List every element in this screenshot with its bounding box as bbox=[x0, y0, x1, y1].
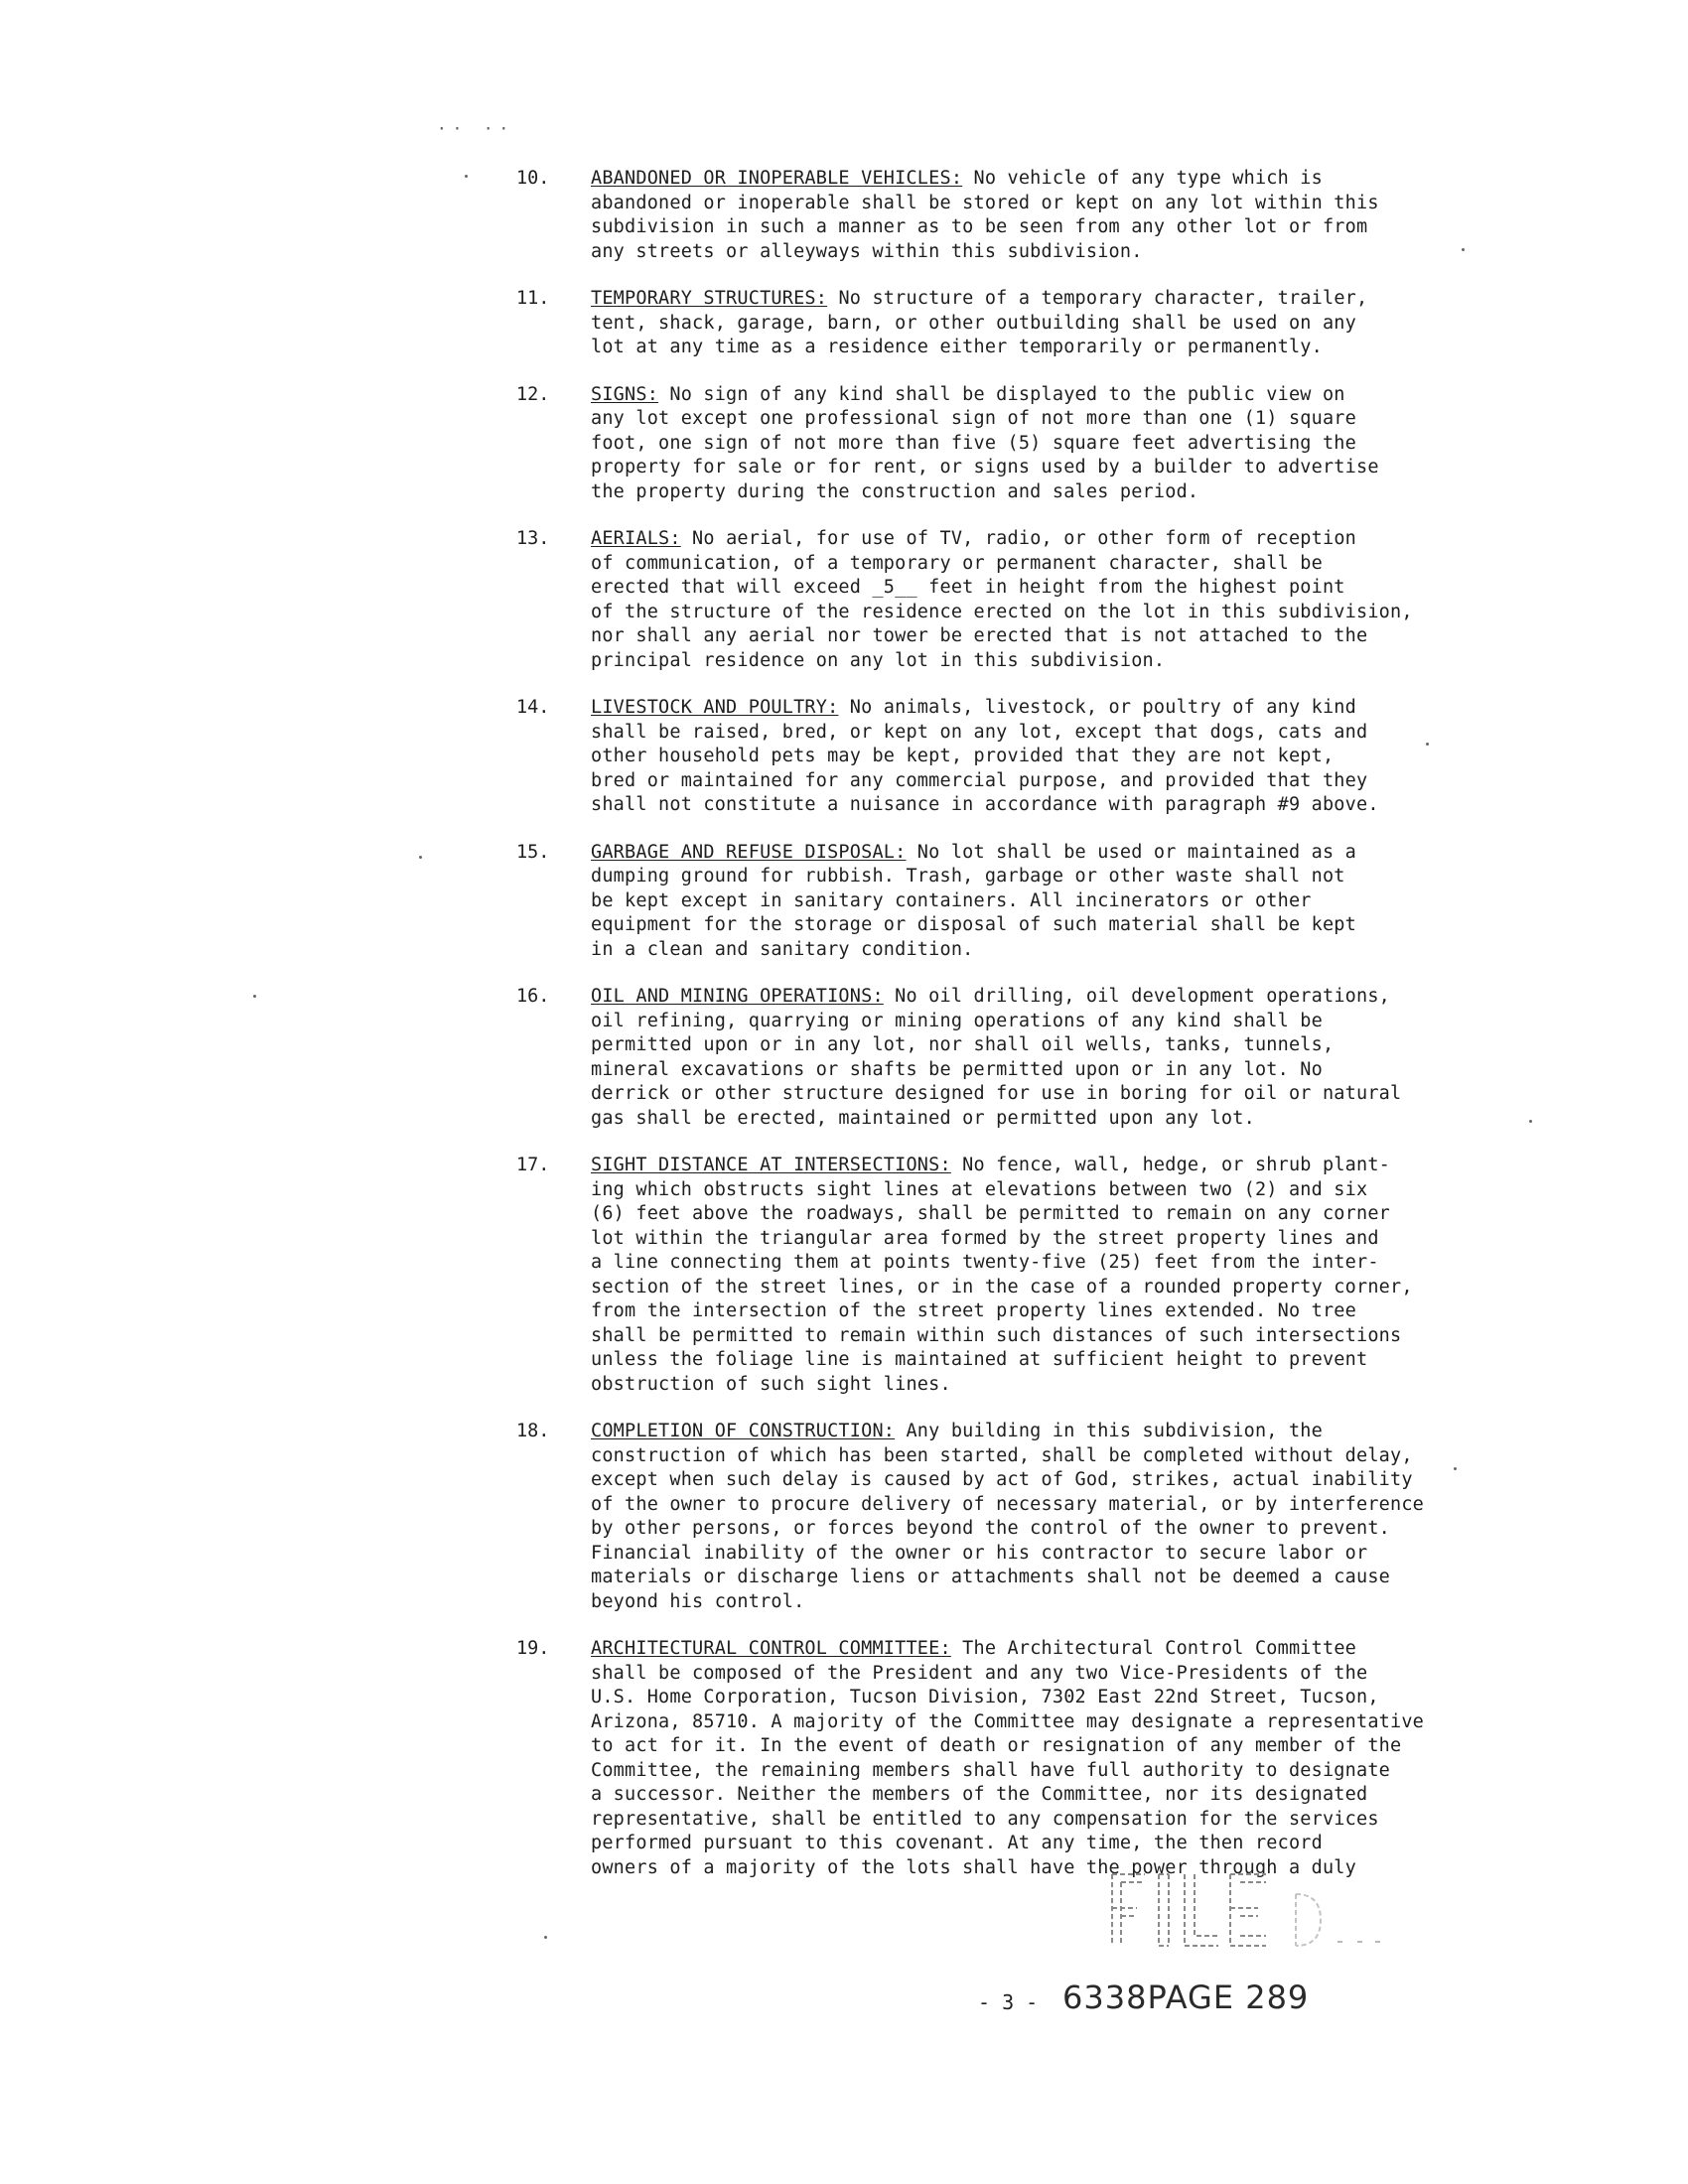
clause-heading: GARBAGE AND REFUSE DISPOSAL: bbox=[591, 841, 907, 863]
scan-speck bbox=[253, 995, 256, 998]
scan-speck bbox=[1529, 1120, 1532, 1123]
clause-text: The Architectural Control Committee shall be composed of the President and any two Vice-Presidents of the U.S. Home Corporation, Tucson Division, 7302 East 22nd Street, Tucson, Arizona, 85710. A majority of the Committee may designate a representative to act for it. In the event of death or resignation of any member of the Committee, the remaining members shall have full authority to designate a successor. Neither the members of the Committee, nor its designated representative, shall be entitled to any compensation for the services performed pursuant to this covenant. At any time, the then record owners of a majority of the lots shall have the power through a duly bbox=[591, 1638, 1425, 1878]
scan-speck bbox=[544, 1936, 547, 1939]
scan-speck bbox=[419, 856, 422, 859]
clause-text: No aerial, for use of TV, radio, or other form of reception of communication, of a temporary or permanent character, shall be erected that will exceed _5__ feet in height from the highest point of the structure of the residence erected on the lot in this subdivision, nor shall any aerial nor tower be erected that is not attached to the principal residence on any lot in this subdivision. bbox=[591, 528, 1413, 671]
clause-text: No vehicle of any type which is abandoned or inoperable shall be stored or kept on any lot within this subdivision in such a manner as to be seen from any other lot or from any streets or alleyways within this subdivision. bbox=[591, 168, 1379, 262]
clause-14 bbox=[516, 696, 1470, 818]
clause-number: 10. bbox=[516, 168, 550, 189]
clause-15 bbox=[516, 841, 1470, 963]
clause-body bbox=[591, 1154, 1470, 1397]
clause-11 bbox=[516, 287, 1470, 360]
clause-body bbox=[591, 841, 1470, 963]
clause-heading: COMPLETION OF CONSTRUCTION: bbox=[591, 1421, 896, 1441]
clause-body bbox=[591, 1637, 1470, 1880]
clause-18 bbox=[516, 1420, 1470, 1614]
clause-19 bbox=[516, 1637, 1470, 1880]
clause-text: No sign of any kind shall be displayed to the public view on any lot except one professional sign of not more than one (1) square foot, one sign of not more than five (5) square feet advertising the property for sale or for rent, or signs used by a builder to advertise the property during the construction and sales period. bbox=[591, 383, 1379, 502]
clause-body bbox=[591, 287, 1470, 360]
clause-text: No fence, wall, hedge, or shrub plant- ing which obstructs sight lines at elevations between two (2) and six (6) feet above the roadways, shall be permitted to remain on any corner lot within the triangular area formed by the street property lines and a line connecting them at points twenty-five (25) feet from the inter- section of the street lines, or in the case of a rounded property corner, from the intersection of the street property lines extended. No tree shall be permitted to remain within such distances of such intersections unless the foliage line is maintained at sufficient height to prevent obstruction of such sight lines. bbox=[591, 1155, 1413, 1395]
scan-speck bbox=[1462, 248, 1465, 251]
clause-heading: AERIALS: bbox=[591, 528, 681, 549]
clause-16 bbox=[516, 985, 1470, 1131]
clause-text: Any building in this subdivision, the construction of which has been started, shall be completed without delay, except when such delay is caused by act of God, strikes, actual inability of the owner to procure delivery of necessary material, or by interference by other persons, or forces beyond the control of the owner to prevent. Financial inability of the owner or his contractor to secure labor or materials or discharge liens or attachments shall not be deemed a cause beyond his control. bbox=[591, 1421, 1425, 1612]
clause-10 bbox=[516, 167, 1470, 264]
clause-heading: OIL AND MINING OPERATIONS: bbox=[591, 986, 884, 1007]
clause-13 bbox=[516, 527, 1470, 673]
clause-body bbox=[591, 167, 1470, 264]
clause-heading: SIGNS: bbox=[591, 383, 659, 405]
clause-body bbox=[591, 527, 1470, 673]
clause-text: No structure of a temporary character, trailer, tent, shack, garage, barn, or other outbuilding shall be used on any lot at any time as a residence either temporarily or permanently. bbox=[591, 288, 1368, 357]
clause-12 bbox=[516, 383, 1470, 505]
clause-number: 14. bbox=[516, 697, 550, 718]
clause-text: No oil drilling, oil development operations, oil refining, quarrying or mining operations of any kind shall be permitted upon or in any lot, nor shall oil wells, tanks, tunnels, mineral excavations or shafts be permitted upon or in any lot. No derrick or other structure designed for use in boring for oil or natural gas shall be erected, maintained or permitted upon any lot. bbox=[591, 986, 1402, 1129]
clause-number: 12. bbox=[516, 383, 550, 405]
clause-number: 13. bbox=[516, 528, 550, 549]
clause-number: 11. bbox=[516, 288, 550, 309]
clause-text: No animals, livestock, or poultry of any kind shall be raised, bred, or kept on any lot, except that dogs, cats and other household pets may be kept, provided that they are not kept, bred or maintained for any commercial purpose, and provided that they shall not constitute a nuisance in accordance with paragraph #9 above. bbox=[591, 697, 1379, 815]
scan-speck bbox=[1454, 1467, 1457, 1470]
clause-body bbox=[591, 1420, 1470, 1614]
scan-speck bbox=[1426, 743, 1429, 746]
clause-17 bbox=[516, 1154, 1470, 1397]
clause-heading: ARCHITECTURAL CONTROL COMMITTEE: bbox=[591, 1638, 951, 1659]
page-number: - 3 - bbox=[978, 1990, 1039, 2014]
covenant-clauses bbox=[516, 167, 1470, 1903]
clause-body bbox=[591, 383, 1470, 505]
clause-number: 19. bbox=[516, 1638, 550, 1659]
filed-stamp bbox=[1107, 1864, 1405, 1954]
clause-heading: TEMPORARY STRUCTURES: bbox=[591, 288, 828, 309]
clause-number: 16. bbox=[516, 986, 550, 1007]
scan-specks: ·· ·· bbox=[437, 119, 515, 138]
scan-speck bbox=[465, 175, 468, 178]
clause-number: 17. bbox=[516, 1155, 550, 1175]
book-page-reference: 6338PAGE 289 bbox=[1062, 1979, 1310, 2016]
clause-number: 18. bbox=[516, 1421, 550, 1441]
clause-text: No lot shall be used or maintained as a dumping ground for rubbish. Trash, garbage or other waste shall not be kept except in sanitary containers. All incinerators or other equipment for the storage or disposal of such material shall be kept in a clean and sanitary condition. bbox=[591, 841, 1356, 960]
clause-number: 15. bbox=[516, 841, 550, 863]
clause-heading: LIVESTOCK AND POULTRY: bbox=[591, 697, 839, 718]
clause-heading: ABANDONED OR INOPERABLE VEHICLES: bbox=[591, 168, 963, 189]
clause-body bbox=[591, 696, 1470, 818]
clause-heading: SIGHT DISTANCE AT INTERSECTIONS: bbox=[591, 1155, 951, 1175]
clause-body bbox=[591, 985, 1470, 1131]
